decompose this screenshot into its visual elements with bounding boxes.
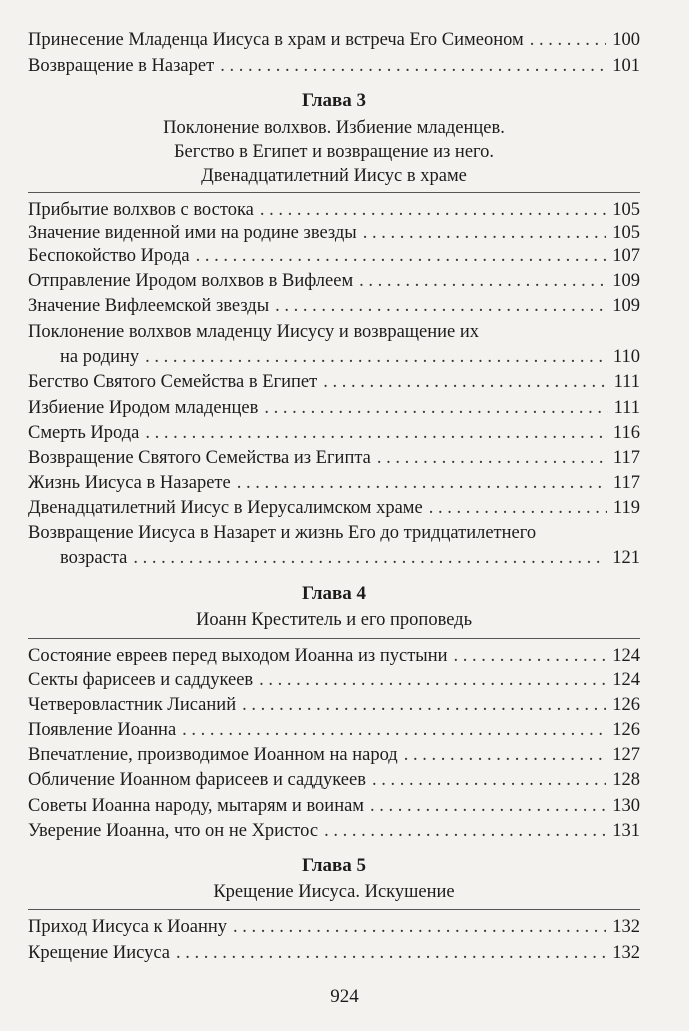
dot-leader	[323, 369, 607, 395]
chapter-subtitle: Двенадцатилетний Иисус в храме	[201, 166, 467, 186]
dot-leader	[259, 667, 606, 693]
toc-entry-title: Жизнь Иисуса в Назарете	[28, 473, 231, 493]
dot-leader	[242, 692, 606, 718]
toc-entry	[28, 545, 640, 571]
toc-entry-title: Уверение Иоанна, что он не Христос	[28, 821, 319, 841]
toc-entry-page: 124	[612, 646, 640, 666]
dot-leader	[145, 344, 607, 370]
toc-entry-title: Крещение Иисуса	[28, 943, 171, 963]
toc-entry-page: 126	[612, 720, 640, 740]
chapter-heading: Глава 4	[301, 583, 367, 604]
toc-entry-page: 111	[613, 372, 640, 392]
toc-entry-page: 117	[612, 448, 640, 468]
toc-entry-page: 131	[612, 821, 640, 841]
toc-entry	[28, 495, 640, 521]
toc-entry-page: 100	[612, 30, 640, 50]
toc-entry	[28, 717, 640, 743]
toc-entry-title: Обличение Иоанном фарисеев и саддукеев	[28, 770, 366, 790]
toc-entry	[28, 53, 640, 79]
toc-entry	[28, 692, 640, 718]
toc-entry	[28, 643, 640, 669]
toc-entry	[28, 667, 640, 693]
toc-entry-title: Беспокойство Ирода	[28, 246, 190, 266]
dot-leader	[454, 643, 607, 669]
divider	[28, 909, 640, 910]
dot-leader	[530, 27, 607, 53]
toc-entry-title: Четверовластник Лисаний	[28, 695, 237, 715]
chapter-heading: Глава 3	[301, 90, 367, 111]
toc-entry-title: Избиение Иродом младенцев	[28, 398, 259, 418]
toc-entry-page: 132	[612, 943, 640, 963]
divider	[28, 638, 640, 639]
toc-entry	[28, 914, 640, 940]
toc-entry-page: 117	[612, 473, 640, 493]
toc-entry	[28, 420, 640, 446]
toc-entry	[28, 818, 640, 844]
toc-entry-title: Принесение Младенца Иисуса в храм и встреча Его Симеоном	[28, 30, 524, 50]
toc-entry-title: Значение Вифлеемской звезды	[28, 296, 270, 316]
toc-entry	[28, 445, 640, 471]
toc-entry-title: Отправление Иродом волхвов в Вифлеем	[28, 271, 354, 291]
toc-entry	[28, 395, 640, 421]
toc-entry-page: 109	[612, 296, 640, 316]
toc-entry	[28, 369, 640, 395]
dot-leader	[133, 545, 606, 571]
toc-entry-page: 105	[612, 200, 640, 220]
dot-leader	[145, 420, 607, 446]
dot-leader	[233, 914, 606, 940]
toc-entry	[28, 767, 640, 793]
toc-entry-title: Поклонение волхвов младенцу Иисусу и возвращение их	[28, 322, 480, 342]
toc-entry-title: Возвращение в Назарет	[28, 56, 215, 76]
dot-leader	[429, 495, 607, 521]
dot-leader	[182, 717, 606, 743]
dot-leader	[404, 742, 607, 768]
toc-entry-title-continued: возраста	[60, 548, 128, 568]
toc-entry-page: 127	[612, 745, 640, 765]
toc-entry-title: Возвращение Иисуса в Назарет и жизнь Его до тридцатилетнего	[28, 523, 537, 543]
toc-entry-page: 128	[612, 770, 640, 790]
chapter-heading: Глава 5	[301, 855, 367, 876]
toc-entry-title: Советы Иоанна народу, мытарям и воинам	[28, 796, 365, 816]
toc-entry-page: 121	[612, 548, 640, 568]
toc-entry	[28, 793, 640, 819]
toc-entry	[28, 293, 640, 319]
toc-entry-page: 101	[612, 56, 640, 76]
toc-entry-page: 126	[612, 695, 640, 715]
toc-entry	[28, 268, 640, 294]
toc-entry	[28, 27, 640, 53]
dot-leader	[370, 793, 606, 819]
dot-leader	[359, 268, 606, 294]
dot-leader	[220, 53, 606, 79]
dot-leader	[372, 767, 606, 793]
toc-entry-page: 119	[612, 498, 640, 518]
toc-entry-title: Смерть Ирода	[28, 423, 140, 443]
toc-entry-title-continued: на родину	[60, 347, 140, 367]
toc-entry-title: Возвращение Святого Семейства из Египта	[28, 448, 371, 468]
chapter-subtitle: Иоанн Креститель и его проповедь	[195, 610, 473, 630]
chapter-subtitle: Крещение Иисуса. Искушение	[213, 882, 455, 902]
page-number: 924	[330, 986, 359, 1007]
chapter-subtitle: Бегство в Египет и возвращение из него.	[173, 142, 495, 162]
toc-entry-page: 105	[612, 223, 640, 243]
dot-leader	[176, 940, 606, 966]
toc-entry-page: 124	[612, 670, 640, 690]
toc-entry-title: Секты фарисеев и саддукеев	[28, 670, 254, 690]
dot-leader	[196, 243, 607, 269]
dot-leader	[237, 470, 607, 496]
toc-entry-page: 130	[612, 796, 640, 816]
dot-leader	[264, 395, 607, 421]
toc-entry-page: 107	[612, 246, 640, 266]
toc-entry-page: 111	[613, 398, 640, 418]
toc-entry-page: 116	[612, 423, 640, 443]
divider	[28, 192, 640, 193]
toc-entry-title: Прибытие волхвов с востока	[28, 200, 254, 220]
toc-entry-title: Состояние евреев перед выходом Иоанна из пустыни	[28, 646, 448, 666]
toc-entry-page: 109	[612, 271, 640, 291]
toc-entry-title: Появление Иоанна	[28, 720, 177, 740]
toc-entry-title: Приход Иисуса к Иоанну	[28, 917, 228, 937]
toc-entry-page: 132	[612, 917, 640, 937]
toc-entry-title: Значение виденной ими на родине звезды	[28, 223, 357, 243]
dot-leader	[275, 293, 606, 319]
toc-entry-title: Впечатление, производимое Иоанном на народ	[28, 745, 398, 765]
dot-leader	[377, 445, 607, 471]
toc-entry	[28, 470, 640, 496]
dot-leader	[324, 818, 606, 844]
toc-entry	[28, 344, 640, 370]
toc-entry-title: Бегство Святого Семейства в Египет	[28, 372, 318, 392]
chapter-subtitle: Поклонение волхвов. Избиение младенцев.	[163, 118, 505, 138]
toc-entry	[28, 940, 640, 966]
toc-entry-page: 110	[612, 347, 640, 367]
toc-entry	[28, 243, 640, 269]
toc-entry-title: Двенадцатилетний Иисус в Иерусалимском храме	[28, 498, 423, 518]
toc-entry	[28, 742, 640, 768]
